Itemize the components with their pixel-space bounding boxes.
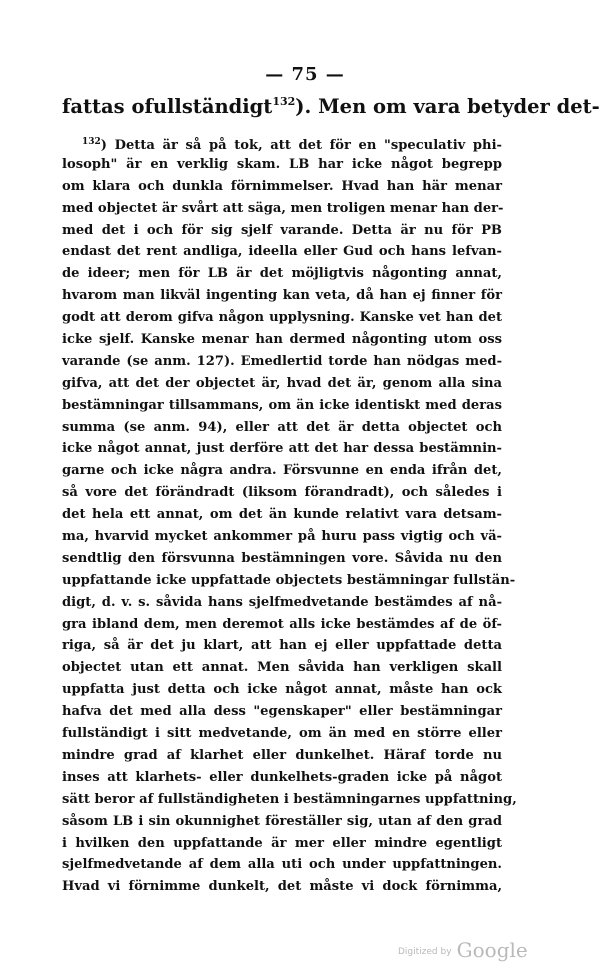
footnote-line: de ideer; men för LB är det möjligtvis någonting annat,	[62, 266, 502, 282]
main-text-part1: fattas ofullständigt	[62, 95, 273, 118]
footnote-line: ma, hvarvid mycket ankommer på huru pass vigtig och vä-	[62, 529, 502, 545]
footnote-line: objectet utan ett annat. Men såvida han verkligen skall	[62, 660, 502, 676]
footnote-line: mindre grad af klarhet eller dunkelhet. Häraf torde nu	[62, 747, 502, 763]
footnote-line: losoph" är en verklig skam. LB har icke något begrepp	[62, 156, 502, 172]
footnote-line: Hvad vi förnimme dunkelt, det måste vi dock förnimma,	[62, 879, 502, 895]
footnote-line: i hvilken den uppfattande är mer eller mindre egentligt	[62, 835, 502, 851]
footnote-line: såsom LB i sin okunnighet föreställer sig, utan af den grad	[62, 813, 502, 829]
footnote-line: hafva det med alla dess "egenskaper" eller bestämningar	[62, 704, 502, 720]
main-text-part2: ). Men om vara betyder det-	[295, 95, 600, 118]
footnote-line: bestämningar tillsammans, om än icke identiskt med deras	[62, 397, 502, 413]
footnote-line: uppfatta just detta och icke något annat, måste han ock	[62, 682, 502, 698]
footnote-reference: 132	[272, 95, 296, 108]
footnote-line: riga, så är det ju klart, att han ej eller uppfattade detta	[62, 638, 502, 654]
google-watermark	[398, 938, 538, 964]
footnote-line: sjelfmedvetande af dem alla uti och under uppfattningen.	[62, 857, 502, 873]
footnote	[62, 132, 517, 898]
footnote-line: endast det rent andliga, ideella eller Gud och hans lefvan-	[62, 244, 502, 260]
footnote-line: godt att derom gifva någon upplysning. Kanske vet han det	[62, 310, 502, 326]
main-text-line	[62, 95, 600, 118]
footnote-line: icke något annat, just derföre att det har dessa bestämnin-	[62, 441, 502, 457]
footnote-line: digt, d. v. s. såvida hans sjelfmedvetande bestämdes af nå-	[62, 594, 502, 610]
footnote-line: det hela ett annat, om det än kunde relativt vara detsam-	[62, 507, 502, 523]
footnote-line: inses att klarhets- eller dunkelhets-graden icke på något	[62, 769, 502, 785]
footnote-line: gifva, att det der objectet är, hvad det är, genom alla sina	[62, 375, 502, 391]
footnote-line-text: ) Detta är så på tok, att det för en "speculativ phi-	[100, 138, 502, 153]
footnote-line: varande (se anm. 127). Emedlertid torde han nödgas med-	[62, 353, 502, 369]
watermark-prefix: Digitized by	[398, 947, 452, 957]
footnote-line: fullständigt i sitt medvetande, om än med en större eller	[62, 726, 502, 742]
footnote-line: sätt beror af fullständigheten i bestämningarnes uppfattning,	[62, 791, 517, 807]
footnote-line: så vore det förändradt (liksom förandradt), och således i	[62, 485, 502, 501]
footnote-line: hvarom man likväl ingenting kan veta, då han ej finner för	[62, 288, 502, 304]
watermark-brand: Google	[456, 938, 528, 962]
footnote-line: om klara och dunkla förnimmelser. Hvad han här menar	[62, 178, 502, 194]
footnote-line	[62, 132, 502, 154]
footnote-line: icke sjelf. Kanske menar han dermed någonting utom oss	[62, 332, 502, 348]
footnote-marker: 132	[82, 137, 101, 147]
footnote-line: med objectet är svårt att säga, men troligen menar han der-	[62, 200, 504, 216]
footnote-line: uppfattande icke uppfattade objectets bestämningar fullstän-	[62, 572, 516, 588]
page-number: — 75 —	[265, 64, 345, 85]
footnote-line: summa (se anm. 94), eller att det är detta objectet och	[62, 419, 502, 435]
footnote-line: gra ibland dem, men deremot alls icke bestämdes af de öf-	[62, 616, 502, 632]
footnote-line: sendtlig den försvunna bestämningen vore. Såvida nu den	[62, 550, 502, 566]
footnote-line: garne och icke några andra. Försvunne en enda ifrån det,	[62, 463, 502, 479]
footnote-line: med det i och för sig sjelf varande. Detta är nu för PB	[62, 222, 502, 238]
